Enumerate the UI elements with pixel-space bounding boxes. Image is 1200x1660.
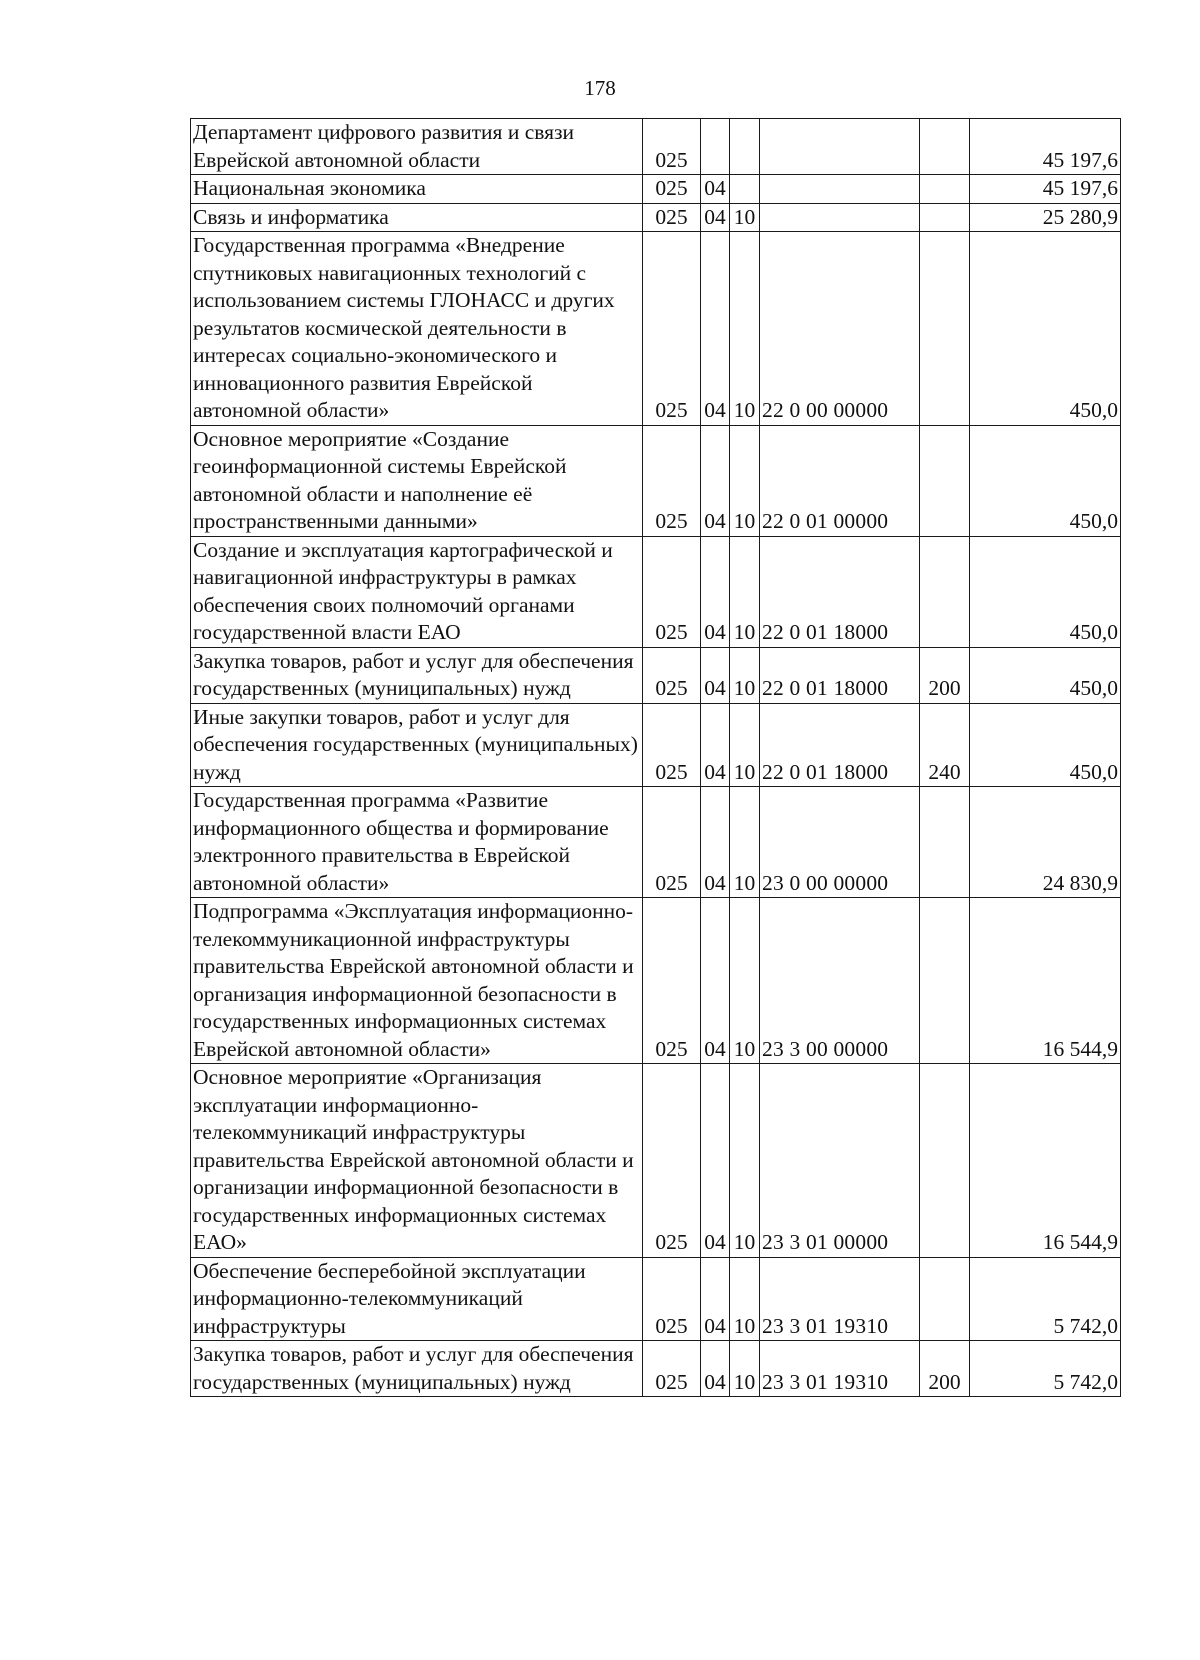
section-code-cell: 04 [701,425,730,536]
table-row [191,787,1121,898]
subsection-code-cell: 10 [730,536,760,647]
table-body [191,119,1121,1397]
ministry-code-cell: 025 [643,232,701,426]
subsection-code-cell: 10 [730,232,760,426]
amount-cell: 450,0 [970,232,1121,426]
expense-type-cell [920,175,970,204]
target-article-cell: 22 0 00 00000 [760,232,920,426]
section-code-cell [701,119,730,175]
subsection-code-cell: 10 [730,1257,760,1341]
target-article-cell: 23 3 01 00000 [760,1064,920,1258]
table-row [191,898,1121,1064]
row-name-cell: Национальная экономика [191,175,643,204]
target-article-cell [760,119,920,175]
amount-cell: 25 280,9 [970,203,1121,232]
expense-type-cell [920,1257,970,1341]
expense-type-cell [920,119,970,175]
ministry-code-cell: 025 [643,1064,701,1258]
ministry-code-cell: 025 [643,536,701,647]
target-article-cell: 22 0 01 18000 [760,703,920,787]
subsection-code-cell: 10 [730,203,760,232]
expense-type-cell: 200 [920,1341,970,1397]
table-row [191,1257,1121,1341]
section-code-cell: 04 [701,898,730,1064]
row-name-cell: Основное мероприятие «Создание геоинформационной системы Еврейской автономной области и наполнение её пространственными данными» [191,425,643,536]
subsection-code-cell: 10 [730,1064,760,1258]
expense-type-cell [920,898,970,1064]
target-article-cell: 23 0 00 00000 [760,787,920,898]
section-code-cell: 04 [701,703,730,787]
subsection-code-cell [730,119,760,175]
ministry-code-cell: 025 [643,1257,701,1341]
row-name-cell: Подпрограмма «Эксплуатация информационно-телекоммуникационной инфраструктуры правительства Еврейской автономной области и организация информационной безопасности в государственных информационных системах Еврейской автономной области» [191,898,643,1064]
row-name-cell: Закупка товаров, работ и услуг для обеспечения государственных (муниципальных) нужд [191,1341,643,1397]
expense-type-cell [920,536,970,647]
section-code-cell: 04 [701,1257,730,1341]
section-code-cell: 04 [701,1064,730,1258]
table-row [191,175,1121,204]
row-name-cell: Государственная программа «Внедрение спутниковых навигационных технологий с использованием системы ГЛОНАСС и других результатов космической деятельности в интересах социально-экономического и инновационного развития Еврейской автономной области» [191,232,643,426]
expense-type-cell [920,203,970,232]
ministry-code-cell: 025 [643,119,701,175]
amount-cell: 450,0 [970,425,1121,536]
row-name-cell: Обеспечение бесперебойной эксплуатации информационно-телекоммуникаций инфраструктуры [191,1257,643,1341]
target-article-cell [760,203,920,232]
amount-cell: 45 197,6 [970,119,1121,175]
expense-type-cell: 200 [920,647,970,703]
subsection-code-cell: 10 [730,647,760,703]
table-row [191,647,1121,703]
row-name-cell: Закупка товаров, работ и услуг для обеспечения государственных (муниципальных) нужд [191,647,643,703]
row-name-cell: Государственная программа «Развитие информационного общества и формирование электронного правительства в Еврейской автономной области» [191,787,643,898]
target-article-cell: 22 0 01 18000 [760,647,920,703]
subsection-code-cell [730,175,760,204]
table-row [191,203,1121,232]
table-row [191,119,1121,175]
amount-cell: 450,0 [970,536,1121,647]
subsection-code-cell: 10 [730,787,760,898]
expense-type-cell [920,1064,970,1258]
expense-type-cell [920,787,970,898]
section-code-cell: 04 [701,232,730,426]
row-name-cell: Основное мероприятие «Организация эксплуатации информационно-телекоммуникаций инфраструктуры правительства Еврейской автономной области и организации информационной безопасности в государственных информационных системах ЕАО» [191,1064,643,1258]
expense-type-cell: 240 [920,703,970,787]
table-row [191,536,1121,647]
target-article-cell: 23 3 01 19310 [760,1341,920,1397]
amount-cell: 450,0 [970,647,1121,703]
target-article-cell: 22 0 01 00000 [760,425,920,536]
target-article-cell: 23 3 01 19310 [760,1257,920,1341]
ministry-code-cell: 025 [643,787,701,898]
row-name-cell: Создание и эксплуатация картографической и навигационной инфраструктуры в рамках обеспечения своих полномочий органами государственной власти ЕАО [191,536,643,647]
ministry-code-cell: 025 [643,898,701,1064]
amount-cell: 16 544,9 [970,1064,1121,1258]
ministry-code-cell: 025 [643,425,701,536]
expense-type-cell [920,425,970,536]
section-code-cell: 04 [701,536,730,647]
ministry-code-cell: 025 [643,647,701,703]
subsection-code-cell: 10 [730,703,760,787]
row-name-cell: Связь и информатика [191,203,643,232]
amount-cell: 5 742,0 [970,1257,1121,1341]
ministry-code-cell: 025 [643,1341,701,1397]
amount-cell: 5 742,0 [970,1341,1121,1397]
row-name-cell: Департамент цифрового развития и связи Еврейской автономной области [191,119,643,175]
table-row [191,425,1121,536]
subsection-code-cell: 10 [730,425,760,536]
ministry-code-cell: 025 [643,175,701,204]
section-code-cell: 04 [701,203,730,232]
table-row [191,1064,1121,1258]
table-row [191,703,1121,787]
section-code-cell: 04 [701,1341,730,1397]
amount-cell: 24 830,9 [970,787,1121,898]
target-article-cell: 22 0 01 18000 [760,536,920,647]
expense-type-cell [920,232,970,426]
table-row [191,1341,1121,1397]
subsection-code-cell: 10 [730,898,760,1064]
target-article-cell: 23 3 00 00000 [760,898,920,1064]
row-name-cell: Иные закупки товаров, работ и услуг для обеспечения государственных (муниципальных) нужд [191,703,643,787]
amount-cell: 16 544,9 [970,898,1121,1064]
ministry-code-cell: 025 [643,703,701,787]
subsection-code-cell: 10 [730,1341,760,1397]
amount-cell: 450,0 [970,703,1121,787]
budget-table [190,118,1121,1397]
page-number: 178 [584,76,616,100]
amount-cell: 45 197,6 [970,175,1121,204]
target-article-cell [760,175,920,204]
table-row [191,232,1121,426]
section-code-cell: 04 [701,647,730,703]
ministry-code-cell: 025 [643,203,701,232]
section-code-cell: 04 [701,787,730,898]
section-code-cell: 04 [701,175,730,204]
